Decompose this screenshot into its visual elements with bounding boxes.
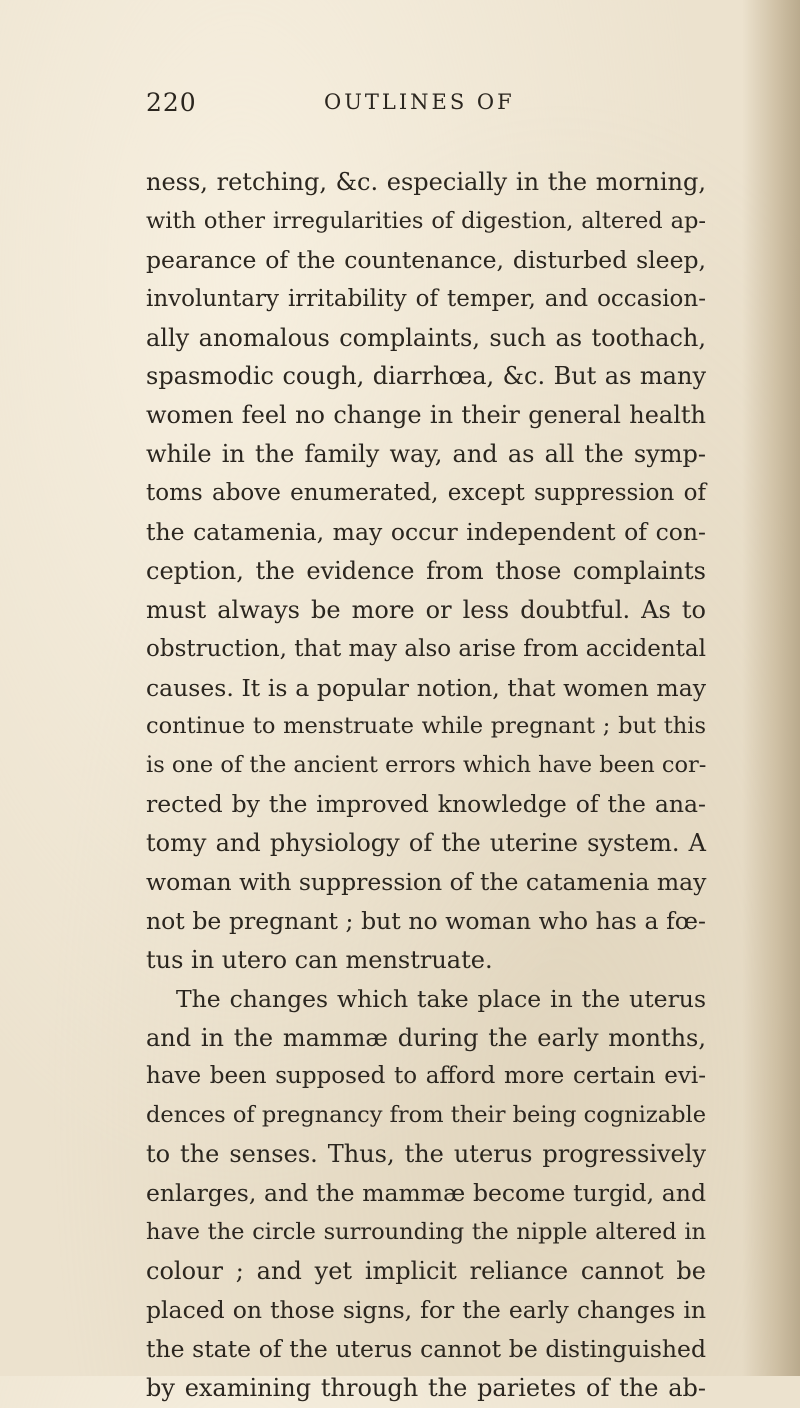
paragraph-end-line: tus in utero can menstruate. [146, 945, 493, 974]
text-line: with other irregularities of digestion, altered ap- [146, 207, 706, 234]
text-line: placed on those signs, for the early changes in [146, 1295, 706, 1324]
text-line: women feel no change in their general health [146, 401, 706, 430]
text-line: to the senses. Thus, the uterus progressively [146, 1140, 706, 1169]
text-line: not be pregnant ; but no woman who has a fœ- [146, 906, 706, 935]
text-line: spasmodic cough, diarrhœa, &c. But as many [146, 362, 706, 391]
text-line: tomy and physiology of the uterine system. A [146, 829, 706, 858]
text-line: while in the family way, and as all the symp- [146, 440, 706, 469]
text-line: pearance of the countenance, disturbed sleep, [146, 245, 706, 274]
text-line: have been supposed to afford more certain evi- [146, 1063, 706, 1090]
paragraph-start-line: The changes which take place in the uterus [176, 984, 706, 1013]
text-line: enlarges, and the mammæ become turgid, and [146, 1179, 706, 1208]
page-edge-shadow [742, 0, 800, 1376]
text-line: the state of the uterus cannot be distinguished [146, 1334, 706, 1363]
text-line: and in the mammæ during the early months, [146, 1023, 706, 1052]
text-line: ally anomalous complaints, such as toothach, [146, 323, 706, 352]
text-line: woman with suppression of the catamenia may [146, 868, 707, 897]
text-line: is one of the ancient errors which have been cor- [146, 752, 707, 779]
text-line: rected by the improved knowledge of the ana- [146, 790, 706, 819]
text-line: colour ; and yet implicit reliance cannot be [146, 1256, 706, 1285]
text-line: ception, the evidence from those complaints [146, 556, 706, 585]
text-line: obstruction, that may also arise from accidental [146, 635, 706, 662]
text-line: must always be more or less doubtful. As to [146, 595, 706, 624]
page-number: 220 [146, 88, 197, 117]
text-line: involuntary irritability of temper, and occasion- [146, 285, 706, 312]
text-line: dences of pregnancy from their being cognizable [146, 1102, 707, 1129]
text-line: toms above enumerated, except suppression of [146, 480, 706, 507]
text-line: continue to menstruate while pregnant ; but this [146, 713, 706, 740]
text-line: by examining through the parietes of the ab- [146, 1373, 706, 1402]
text-line: the catamenia, may occur independent of con- [146, 518, 706, 547]
body-text [146, 163, 706, 1408]
text-line: causes. It is a popular notion, that women may [146, 673, 706, 702]
text-line: ness, retching, &c. especially in the morning, [146, 168, 706, 196]
text-line: have the circle surrounding the nipple altered in [146, 1219, 706, 1246]
page-header [146, 88, 706, 132]
running-head: OUTLINES OF [324, 90, 515, 114]
